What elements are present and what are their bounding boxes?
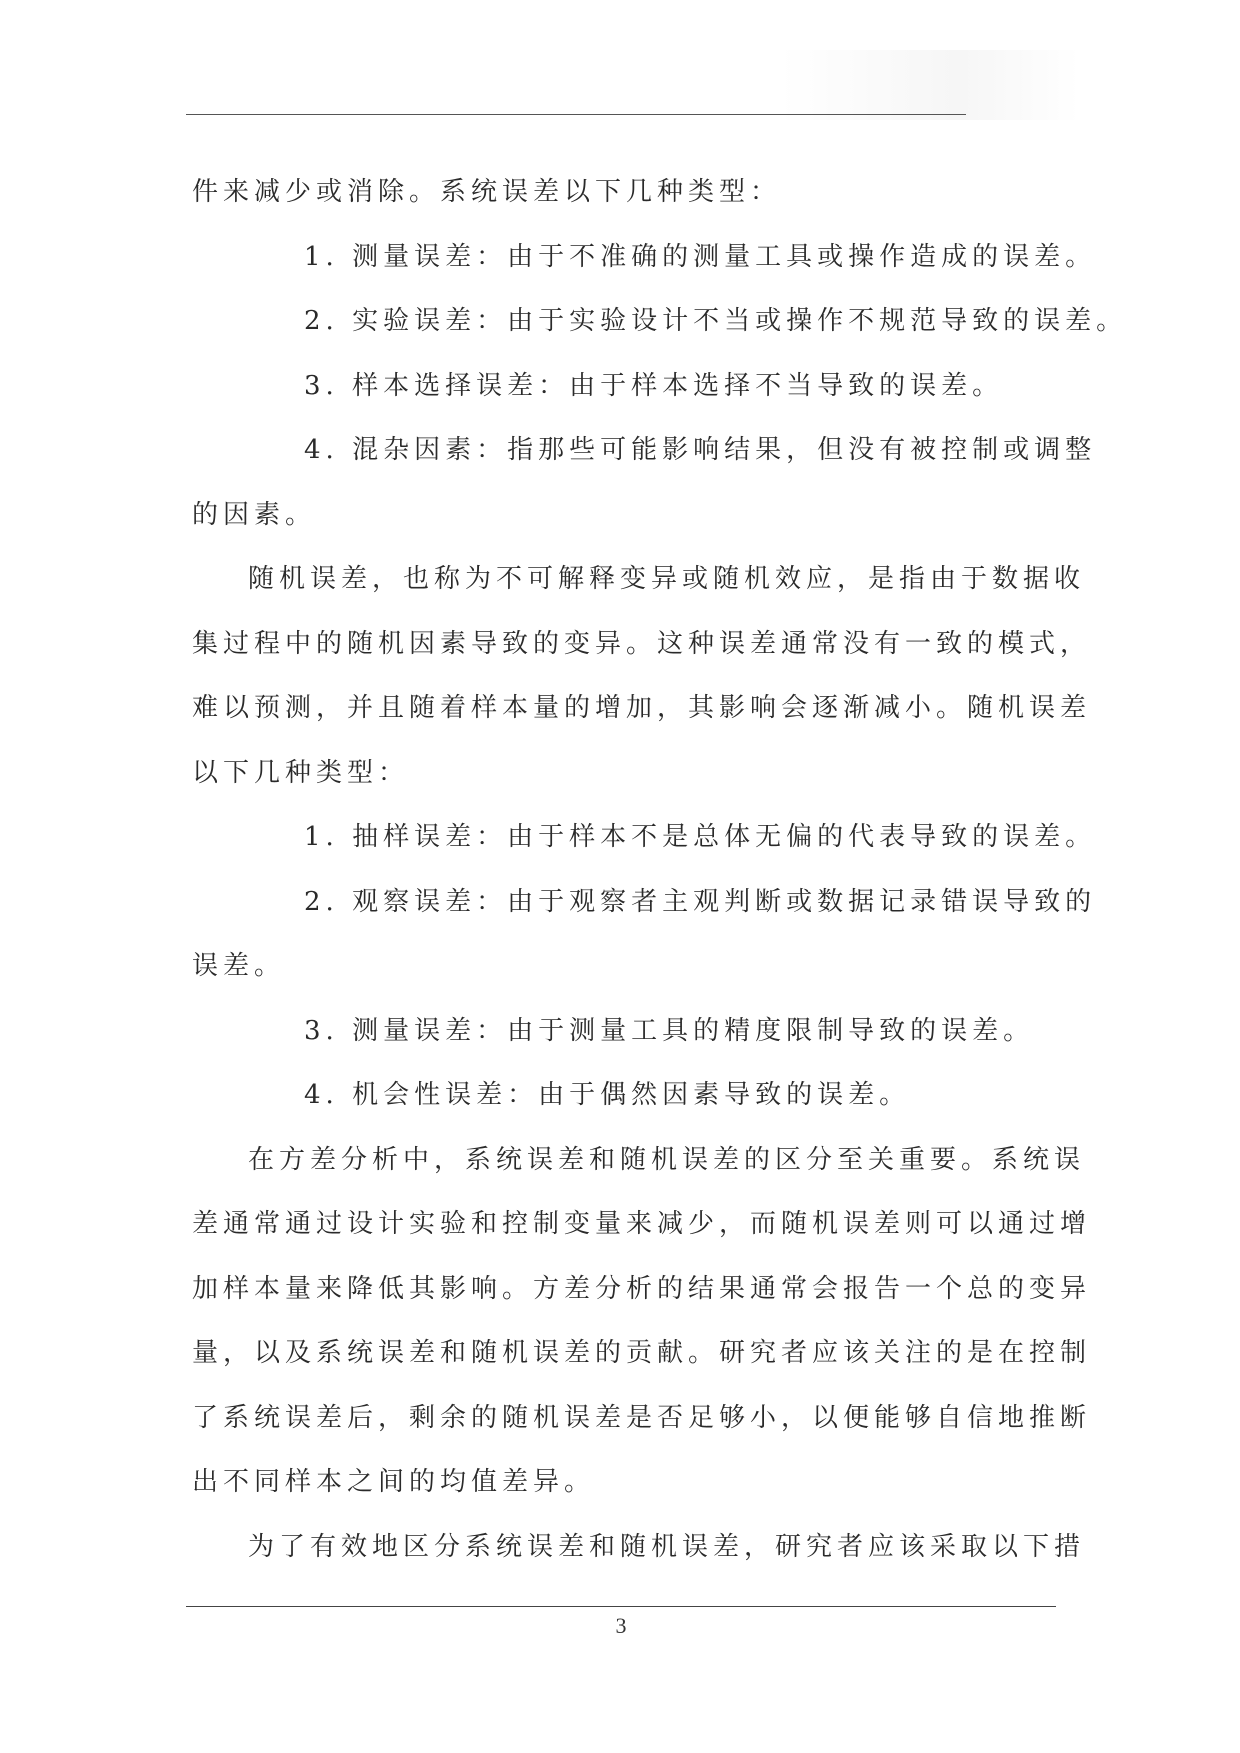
text-line: 出不同样本之间的均值差异。 [192,1467,596,1497]
header-rule [186,114,966,115]
list-item: 1. 抽样误差：由于样本不是总体无偏的代表导致的误差。 [304,822,1097,852]
text-line: 了系统误差后，剩余的随机误差是否足够小，以便能够自信地推断 [192,1402,1092,1433]
text-line: 件来减少或消除。系统误差以下几种类型： [192,177,782,207]
text-line: 集过程中的随机因素导致的变异。这种误差通常没有一致的模式， [192,628,1092,659]
list-item: 4. 机会性误差：由于偶然因素导致的误差。 [304,1080,911,1110]
list-item: 3. 样本选择误差：由于样本选择不当导致的误差。 [304,370,1004,401]
page-number: 3 [615,1613,627,1638]
header-scan-shadow [780,50,1080,120]
list-item: 3. 测量误差：由于测量工具的精度限制导致的误差。 [304,1015,1035,1046]
paragraph-start: 在方差分析中，系统误差和随机误差的区分至关重要。系统误 [248,1144,1086,1175]
list-item: 2. 观察误差：由于观察者主观判断或数据记录错误导致的 [304,886,1097,917]
footer-rule [186,1606,1056,1607]
paragraph-start: 为了有效地区分系统误差和随机误差，研究者应该采取以下措 [248,1531,1086,1562]
text-line: 差通常通过设计实验和控制变量来减少，而随机误差则可以通过增 [192,1209,1092,1239]
text-line: 量，以及系统误差和随机误差的贡献。研究者应该关注的是在控制 [192,1338,1092,1368]
text-line: 误差。 [192,951,286,981]
list-item: 2. 实验误差：由于实验设计不当或操作不规范导致的误差。 [304,306,1128,336]
paragraph-start: 随机误差，也称为不可解释变异或随机效应，是指由于数据收 [248,564,1086,594]
list-item: 1. 测量误差：由于不准确的测量工具或操作造成的误差。 [304,241,1097,272]
text-line: 的因素。 [192,499,317,530]
document-body [192,160,1128,1579]
text-line: 以下几种类型： [192,757,410,788]
text-line: 加样本量来降低其影响。方差分析的结果通常会报告一个总的变异 [192,1273,1092,1304]
text-line: 难以预测，并且随着样本量的增加，其影响会逐渐减小。随机误差 [192,693,1092,723]
list-item: 4. 混杂因素：指那些可能影响结果，但没有被控制或调整 [304,435,1097,465]
